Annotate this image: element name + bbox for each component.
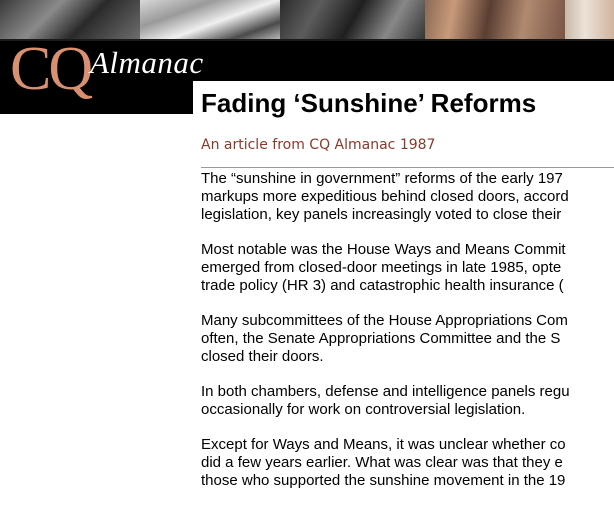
article-source: An article from CQ Almanac 1987: [201, 137, 436, 153]
paragraph-line: Many subcommittees of the House Appropriations Com: [201, 312, 568, 329]
logo-cq[interactable]: CQ: [10, 35, 91, 103]
header-photo-strip: [0, 0, 614, 40]
paragraph-line: The “sunshine in government” reforms of the early 197: [201, 170, 563, 187]
header-photo-4: [425, 0, 565, 40]
paragraph-4: [201, 383, 614, 419]
header-photo-1: [0, 0, 140, 40]
article-body: [201, 170, 614, 506]
paragraph-line: In both chambers, defense and intelligence panels regu: [201, 383, 570, 400]
article-title: Fading ‘Sunshine’ Reforms: [201, 88, 537, 118]
paragraph-line: those who supported the sunshine movement in the 19: [201, 472, 566, 489]
paragraph-line: trade policy (HR 3) and catastrophic health insurance (: [201, 277, 564, 294]
paragraph-1: [201, 170, 614, 224]
header-photo-5: [565, 0, 614, 40]
paragraph-2: [201, 241, 614, 295]
paragraph-line: Except for Ways and Means, it was unclear whether co: [201, 436, 566, 453]
header-photo-2: [140, 0, 280, 40]
paragraph-line: closed their doors.: [201, 348, 324, 365]
paragraph-line: often, the Senate Appropriations Committee and the S: [201, 330, 561, 347]
header-photo-3: [280, 0, 425, 40]
paragraph-line: markups more expeditious behind closed doors, accord: [201, 188, 569, 205]
paragraph-line: did a few years earlier. What was clear was that they e: [201, 454, 563, 471]
paragraph-line: legislation, key panels increasingly voted to close their: [201, 206, 562, 223]
title-rule: [201, 167, 614, 168]
paragraph-5: [201, 436, 614, 490]
paragraph-line: Most notable was the House Ways and Means Commit: [201, 241, 566, 258]
paragraph-line: occasionally for work on controversial legislation.: [201, 401, 526, 418]
paragraph-3: [201, 312, 614, 366]
logo-almanac[interactable]: Almanac: [90, 45, 204, 80]
paragraph-line: emerged from closed-door meetings in late 1985, opte: [201, 259, 562, 276]
